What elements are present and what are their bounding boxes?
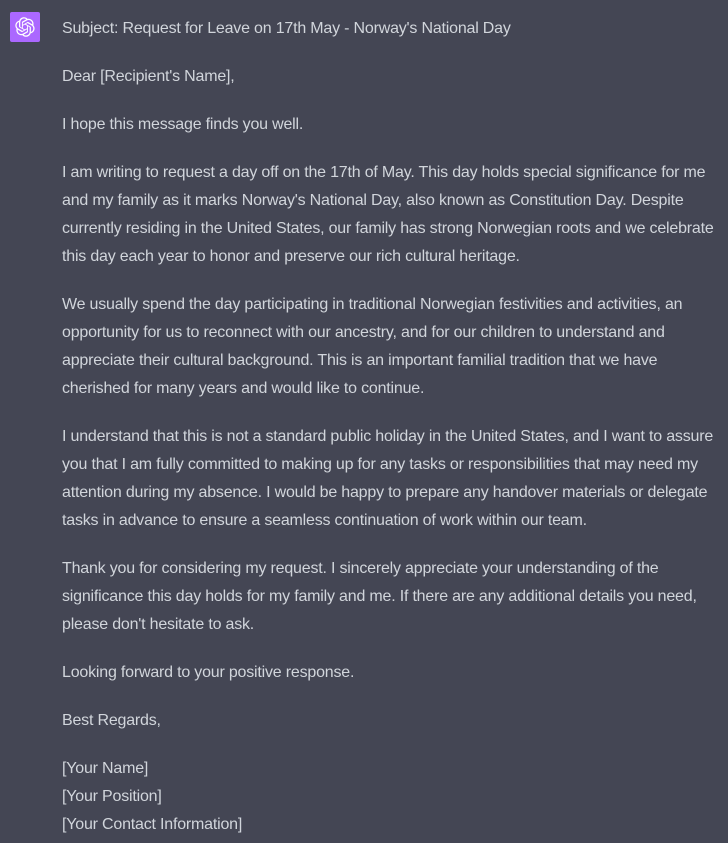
- signature-line: [Your Position]: [62, 788, 162, 805]
- signature-block: [62, 755, 715, 839]
- assistant-avatar: [10, 12, 40, 42]
- openai-logo-icon: [15, 17, 35, 37]
- message-paragraph: Looking forward to your positive response.: [62, 664, 355, 681]
- message-paragraph: We usually spend the day participating in traditional Norwegian festivities and activities, an opportunity for us to reconnect with our ancestry, and for our children to understand and appreciate their cultural background. This is an important familial tradition that we have cherished for many years and would like to continue.: [62, 296, 683, 397]
- signature-line: [Your Contact Information]: [62, 816, 243, 833]
- message-content: [62, 12, 715, 839]
- message-paragraph: Thank you for considering my request. I sincerely appreciate your understanding of the significance this day holds for my family and me. If there are any additional details you need, please don't hesitate to ask.: [62, 560, 697, 633]
- message-paragraph: I am writing to request a day off on the 17th of May. This day holds special significance for me and my family as it marks Norway's National Day, also known as Constitution Day. Despite currently residing in the United States, our family has strong Norwegian roots and we celebrate this day each year to honor and preserve our rich cultural heritage.: [62, 164, 714, 265]
- closing-line: Best Regards,: [62, 712, 161, 729]
- subject-line: Subject: Request for Leave on 17th May - Norway's National Day: [62, 20, 511, 37]
- salutation-line: Dear [Recipient's Name],: [62, 68, 235, 85]
- message-paragraph: I understand that this is not a standard public holiday in the United States, and I want to assure you that I am fully committed to making up for any tasks or responsibilities that may need my attention during my absence. I would be happy to prepare any handover materials or delegate tasks in advance to ensure a seamless continuation of work within our team.: [62, 428, 714, 529]
- message-paragraph: I hope this message finds you well.: [62, 116, 304, 133]
- signature-line: [Your Name]: [62, 760, 149, 777]
